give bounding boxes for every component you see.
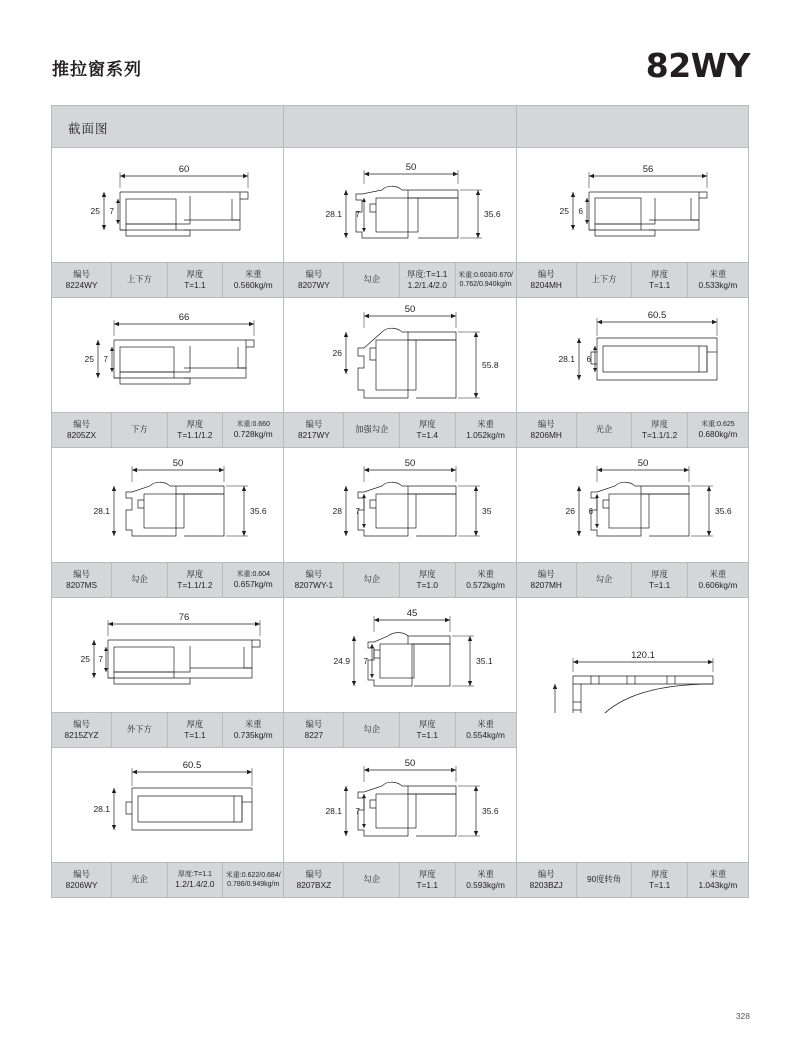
dim-top-8204MH: 56: [642, 164, 653, 175]
spec-thickness-8224WY: [168, 263, 224, 297]
spec-thickness-8227: [400, 713, 456, 747]
label-code: 编号: [537, 418, 555, 429]
label-weight: 米重: [477, 568, 494, 579]
value-thickness: T=1.1/1.2: [177, 430, 213, 440]
spec-cell-8215ZYZ: [52, 713, 284, 748]
spec-code-8217WY: [284, 413, 344, 447]
dim-left1-8207BXZ: 28.1: [325, 806, 343, 816]
dim-left1-8206MH: 28.1: [558, 354, 575, 364]
profile-section-8217WY: [284, 298, 516, 413]
spec-thickness-8217WY: [400, 413, 456, 447]
drawing-cell-8207BXZ: [284, 748, 516, 863]
dim-left2-8207BXZ: 7: [355, 807, 361, 816]
corner-drawing-continuation-2: [517, 748, 749, 863]
spec-name-8206MH: [577, 413, 633, 447]
spec-name-8205ZX: [112, 413, 168, 447]
value-code: 8227: [304, 730, 324, 740]
dim-top-8206MH: 60.5: [647, 310, 666, 321]
page-number: 328: [735, 1011, 750, 1021]
section-label: 截面图: [68, 122, 109, 136]
drawing-row-2: [52, 298, 749, 413]
value-thickness: T=1.1: [648, 280, 671, 290]
label-code: 编号: [305, 418, 323, 429]
spec-weight-8215ZYZ: [223, 713, 283, 747]
dim-top-8207MH: 50: [637, 458, 648, 469]
spec-weight-8207WY: [456, 263, 516, 297]
dim-top-8224WY: 60: [178, 164, 190, 175]
value-weight: 0.572kg/m: [466, 580, 505, 590]
section-label-cell: [52, 106, 284, 148]
spec-thickness-8207BXZ: [400, 863, 456, 897]
profile-section-8227: [284, 598, 516, 713]
dim-left1-8207MS: 28.1: [93, 506, 110, 516]
dim-top-8207MS: 50: [172, 458, 184, 469]
drawing-cell-8207WY: [284, 148, 516, 263]
label-code: 编号: [537, 268, 555, 279]
label-weight: 米重: [709, 868, 727, 879]
label-weight: 米重: [477, 418, 494, 429]
profile-section-8203BZJ: [517, 598, 749, 713]
spec-weight-8207BXZ: [456, 863, 516, 897]
label-thickness: 厚度: [651, 418, 668, 429]
spec-code-8215ZYZ: [52, 713, 112, 747]
label-thickness: 厚度: [418, 868, 436, 879]
dim-left2-8224WY: 7: [109, 207, 114, 216]
profile-section-8204MH: [517, 148, 749, 263]
label-code: 编号: [73, 418, 90, 429]
dim-left2-8207WY-1: 7: [355, 507, 361, 516]
label-code: 编号: [305, 268, 323, 279]
spec-cell-8207MH: [517, 563, 749, 598]
profile-section-8207WY-1: [284, 448, 516, 563]
label-thickness: 厚度: [651, 868, 668, 879]
dim-left1-8206WY: 28.1: [93, 804, 110, 814]
drawing-cell-8203BZJ-top: [517, 598, 749, 713]
spec-thickness-8215ZYZ: [168, 713, 224, 747]
dim-left2-8204MH: 6: [578, 207, 583, 216]
value-code: 8217WY: [297, 430, 330, 440]
value-name: 勾企: [595, 574, 613, 585]
drawing-cell-8224WY: [52, 148, 284, 263]
value-weight: 0.606kg/m: [698, 580, 738, 590]
spec-thickness-8206WY: [168, 863, 224, 897]
value-thickness: T=1.1: [416, 730, 438, 740]
value-code: 8207WY: [297, 280, 330, 290]
value-weight: 0.533kg/m: [698, 280, 738, 290]
drawing-cell-8206MH: [517, 298, 749, 413]
spec-name-8215ZYZ: [112, 713, 168, 747]
value-thickness: T=1.1/1.2: [177, 580, 213, 590]
value-thickness: T=1.1: [184, 280, 206, 290]
value-name: 勾企: [363, 574, 381, 585]
drawing-row-5: [52, 748, 749, 863]
value-code: 8206MH: [530, 430, 562, 440]
value-code: 8203BZJ: [529, 880, 563, 890]
value-code: 8224WY: [65, 280, 98, 290]
label-thickness: 厚度:T=1.1: [177, 870, 212, 878]
label-thickness: 厚度: [186, 418, 204, 429]
drawing-cell-8204MH: [517, 148, 749, 263]
dim-top-8206WY: 60.5: [182, 760, 202, 771]
label-thickness: 厚度: [651, 568, 668, 579]
value-code: 8215ZYZ: [64, 730, 99, 740]
drawing-cell-8217WY: [284, 298, 516, 413]
value-thickness: T=1.1: [416, 880, 438, 890]
dim-left1-8224WY: 25: [90, 206, 100, 216]
value-code: 8206WY: [65, 880, 98, 890]
dim-left1-8205ZX: 25: [84, 354, 94, 364]
label-weight: 米重:0.625: [701, 420, 735, 428]
dim-left2-8207MH: 6: [588, 507, 593, 516]
spec-cell-8203BZJ: [517, 863, 749, 898]
dim-left1-8207WY: 28.1: [325, 209, 343, 219]
spec-cell-8204MH: [517, 263, 749, 298]
spec-code-8204MH: [517, 263, 577, 297]
spec-cell-8224WY: [52, 263, 284, 298]
spec-name-8203BZJ: [577, 863, 633, 897]
label-weight: 米重: [477, 718, 494, 729]
spec-weight-8206WY: [223, 863, 283, 897]
profile-section-8206WY: [52, 748, 284, 863]
dim-left2-8206MH: 6: [586, 355, 591, 364]
spec-name-8227: [344, 713, 400, 747]
dim-right-8207BXZ: 35.6: [482, 806, 499, 816]
spec-weight-8224WY: [223, 263, 283, 297]
dim-left2-8215ZYZ: 7: [98, 655, 103, 664]
label-thickness: 厚度: [186, 268, 204, 279]
spec-weight-8207WY-1: [456, 563, 516, 597]
spec-cell-8217WY: [284, 413, 516, 448]
drawing-cell-8207WY-1: [284, 448, 516, 563]
spec-row-4: [52, 713, 749, 748]
value-name: 上下方: [591, 274, 617, 285]
spec-code-8203BZJ: [517, 863, 577, 897]
dim-right-8227: 35.1: [476, 656, 493, 666]
label-thickness: 厚度: [418, 568, 436, 579]
spec-weight-8227: [456, 713, 516, 747]
label-thickness: 厚度: [418, 718, 436, 729]
spec-thickness-8206MH: [632, 413, 688, 447]
profile-section-8207MS: [52, 448, 284, 563]
series-title: 推拉窗系列: [52, 60, 142, 79]
label-weight: 米重: [477, 868, 494, 879]
label-weight: 米重:0.660: [236, 420, 270, 428]
label-code: 编号: [73, 568, 90, 579]
spec-code-8206WY: [52, 863, 112, 897]
spec-code-8227: [284, 713, 344, 747]
page-header: [0, 0, 800, 100]
spec-name-8207MH: [577, 563, 633, 597]
dim-right-8207MS: 35.6: [250, 506, 267, 516]
spec-weight-8217WY: [456, 413, 516, 447]
spec-cell-8207WY-1: [284, 563, 516, 598]
value-weight: 0.593kg/m: [466, 880, 505, 890]
dim-top-8207WY: 50: [406, 162, 417, 173]
drawing-cell-8207MH: [517, 448, 749, 563]
spec-row-5: [52, 863, 749, 898]
spec-cell-8207BXZ: [284, 863, 516, 898]
spec-code-8207WY-1: [284, 563, 344, 597]
spec-name-8207WY: [344, 263, 400, 297]
dim-right-8207MH: 35.6: [714, 506, 732, 516]
profile-section-8215ZYZ: [52, 598, 284, 713]
profile-section-8224WY: [52, 148, 284, 263]
label-code: 编号: [73, 718, 90, 729]
spec-weight-8205ZX: [223, 413, 283, 447]
label-code: 编号: [537, 568, 555, 579]
profile-section-8207MH: [517, 448, 749, 563]
value-code: 8207BXZ: [296, 880, 332, 890]
dim-left1-8204MH: 25: [559, 206, 569, 216]
spec-name-8217WY: [344, 413, 400, 447]
series-code: 82WY: [645, 46, 750, 85]
dim-top-8207BXZ: 50: [405, 758, 416, 769]
spec-row-1: [52, 263, 749, 298]
spec-code-8207MS: [52, 563, 112, 597]
profile-section-8207BXZ: [284, 748, 516, 863]
label-weight: 米重:0.622/0.684/: [225, 871, 281, 879]
spec-name-8207WY-1: [344, 563, 400, 597]
value-thickness: T=1.0: [416, 580, 438, 590]
profile-section-8206MH: [517, 298, 749, 413]
dim-left2-8207WY: 7: [355, 210, 361, 219]
value-name: 加强勾企: [355, 424, 389, 435]
value-thickness: T=1.4: [416, 430, 438, 440]
label-code: 编号: [537, 868, 555, 879]
spec-name-8207MS: [112, 563, 168, 597]
spec-weight-8203BZJ: [688, 863, 748, 897]
drawing-cell-8205ZX: [52, 298, 284, 413]
spec-cell-8206WY: [52, 863, 284, 898]
spec-code-8207WY: [284, 263, 344, 297]
value-thickness: T=1.1/1.2: [641, 430, 678, 440]
label-thickness: 厚度: [418, 418, 436, 429]
spec-thickness-8207WY-1: [400, 563, 456, 597]
value-name: 上下方: [126, 274, 152, 285]
value-name: 勾企: [131, 574, 148, 585]
value-name: 勾企: [363, 724, 381, 735]
spec-name-8224WY: [112, 263, 168, 297]
value-code: 8205ZX: [67, 430, 97, 440]
dim-top-8227: 45: [407, 608, 418, 619]
spec-cell-8205ZX: [52, 413, 284, 448]
spec-thickness-8205ZX: [168, 413, 224, 447]
value-weight: 0.554kg/m: [466, 730, 505, 740]
value-thickness: T=1.1: [184, 730, 206, 740]
section-label-cell-2: [284, 106, 516, 148]
spec-cell-8227: [284, 713, 516, 748]
dim-top-8205ZX: 66: [178, 312, 190, 323]
value-thickness: T=1.1: [648, 580, 671, 590]
table-title-band: [52, 106, 749, 148]
spec-thickness-8203BZJ: [632, 863, 688, 897]
spec-cell-8207WY: [284, 263, 516, 298]
value-weight: 0.560kg/m: [233, 280, 273, 290]
value-thickness: T=1.1: [648, 880, 671, 890]
profile-section-8207WY: [284, 148, 516, 263]
label-thickness: 厚度: [186, 568, 204, 579]
value-weight: 0.680kg/m: [698, 429, 738, 440]
value-name: 光企: [131, 874, 148, 885]
value-name: 勾企: [363, 274, 381, 285]
spec-row-2: [52, 413, 749, 448]
dim-left1-8217WY: 26: [332, 348, 343, 358]
label-thickness: 厚度: [651, 268, 668, 279]
spec-code-8205ZX: [52, 413, 112, 447]
spec-thickness-8207MH: [632, 563, 688, 597]
dim-top-8215ZYZ: 76: [178, 612, 190, 623]
dim-left2-8227: 7: [363, 657, 369, 666]
spec-code-8207BXZ: [284, 863, 344, 897]
value-name: 90度转角: [586, 874, 622, 885]
section-label-cell-3: [517, 106, 749, 148]
spec-cell-8207MS: [52, 563, 284, 598]
dim-left1-8215ZYZ: 25: [80, 654, 90, 664]
dim-left1-8207MH: 26: [565, 506, 575, 516]
value-weight: 1.043kg/m: [698, 880, 738, 890]
value-name: 光企: [595, 424, 613, 435]
dim-left1-8207WY-1: 28: [332, 506, 343, 516]
spec-weight-8207MS: [223, 563, 283, 597]
drawing-row-1: [52, 148, 749, 263]
spec-weight-8207MH: [688, 563, 748, 597]
spec-code-8206MH: [517, 413, 577, 447]
profile-table: [51, 105, 749, 898]
value-name: 勾企: [363, 874, 381, 885]
dim-left1-8227: 24.9: [333, 656, 351, 666]
corner-drawing-continuation: [517, 713, 749, 748]
dim-right-8207WY: 35.6: [484, 209, 501, 219]
dim-top-8207WY-1: 50: [405, 458, 416, 469]
spec-thickness-8207WY: [400, 263, 456, 297]
label-weight: 米重: [244, 268, 262, 279]
label-thickness: 厚度: [186, 718, 204, 729]
label-weight: 米重: [709, 268, 727, 279]
spec-thickness-8207MS: [168, 563, 224, 597]
spec-name-8204MH: [577, 263, 633, 297]
label-weight: 米重:0.604: [236, 570, 270, 578]
value-code: 8207MH: [530, 580, 562, 590]
dim-right-8217WY: 55.8: [482, 360, 499, 370]
dim-top-8217WY: 50: [405, 304, 416, 315]
dim-right-8207WY-1: 35: [482, 506, 492, 516]
value-code: 8207MS: [66, 580, 98, 590]
spec-weight-8206MH: [688, 413, 748, 447]
label-code: 编号: [73, 868, 90, 879]
value-weight: 0.657kg/m: [233, 579, 273, 590]
label-code: 编号: [305, 568, 323, 579]
value-weight: 0.762/0.940kg/m: [459, 281, 512, 288]
label-weight: 米重: [709, 568, 727, 579]
label-thickness: 厚度:T=1.1: [407, 268, 448, 279]
spec-code-8224WY: [52, 263, 112, 297]
dim-top-8203BZJ: 120.1: [630, 650, 655, 661]
label-weight: 米重: [244, 718, 262, 729]
value-name: 下方: [131, 424, 148, 435]
spec-cell-8206MH: [517, 413, 749, 448]
spec-row-3: [52, 563, 749, 598]
dim-left2-8205ZX: 7: [103, 355, 108, 364]
drawing-row-4: [52, 598, 749, 713]
spec-code-8207MH: [517, 563, 577, 597]
drawing-row-3: [52, 448, 749, 563]
spec-thickness-8204MH: [632, 263, 688, 297]
drawing-cell-8206WY: [52, 748, 284, 863]
value-thickness: 1.2/1.4/2.0: [175, 879, 215, 890]
drawing-cell-8215ZYZ: [52, 598, 284, 713]
drawing-cell-8227: [284, 598, 516, 713]
drawing-cell-8207MS: [52, 448, 284, 563]
value-weight: 1.052kg/m: [466, 430, 505, 440]
value-weight: 0.735kg/m: [233, 730, 273, 740]
spec-name-8207BXZ: [344, 863, 400, 897]
value-weight: 0.728kg/m: [233, 429, 273, 440]
label-code: 编号: [73, 268, 90, 279]
profile-section-8205ZX: [52, 298, 284, 413]
value-code: 8204MH: [530, 280, 562, 290]
spec-name-8206WY: [112, 863, 168, 897]
value-name: 外下方: [126, 724, 152, 735]
value-code: 8207WY-1: [294, 580, 334, 590]
label-code: 编号: [305, 718, 323, 729]
spec-weight-8204MH: [688, 263, 748, 297]
label-code: 编号: [305, 868, 323, 879]
value-weight: 0.786/0.949kg/m: [227, 881, 280, 888]
label-weight: 米重:0.603/0.670/: [458, 271, 513, 279]
value-thickness: 1.2/1.4/2.0: [407, 280, 447, 290]
